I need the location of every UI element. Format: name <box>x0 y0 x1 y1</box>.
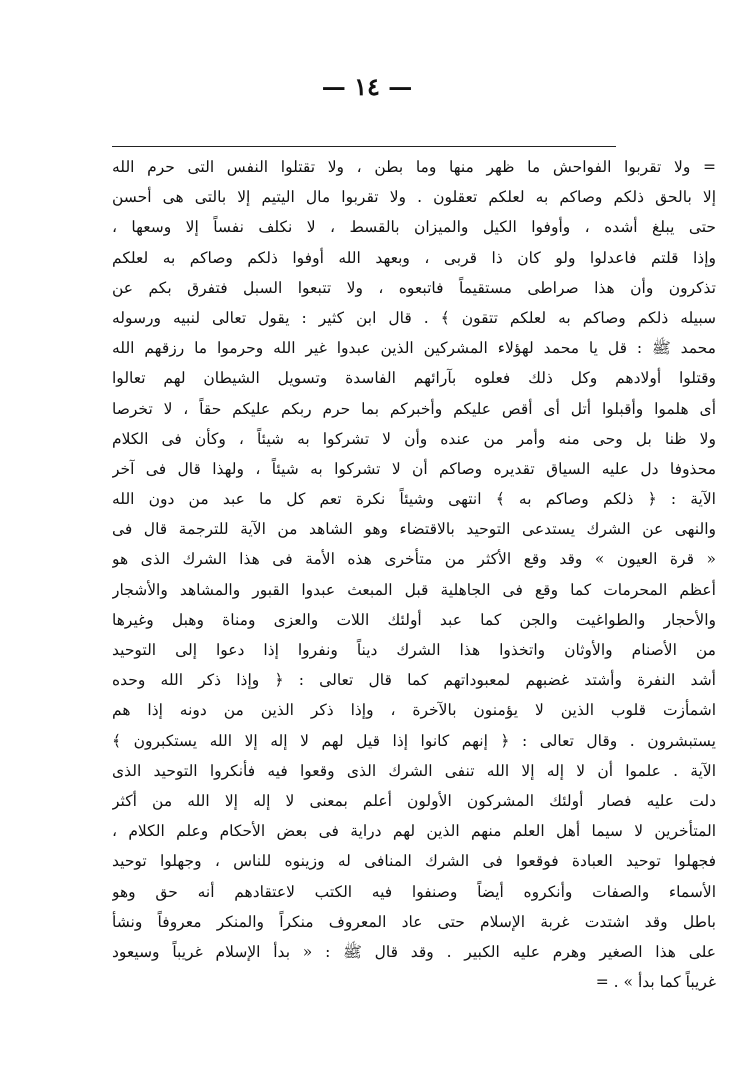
page-number: — ١٤ — <box>321 72 413 101</box>
text-line: = ولا تقربوا الفواحش ما ظهر منها وما بطن ، ولا تقتلوا النفس التى حرم الله <box>112 158 716 176</box>
text-line: والأحجار والطواغيت والجن كما عبد أولئك اللات والعزى ومناة وهبل وغيرها <box>112 610 716 629</box>
text-line: والنهى عن الشرك يستدعى التوحيد بالاقتضاء وهو الشاهد من الآية للترجمة قال فى <box>112 520 716 539</box>
header-rule <box>112 146 616 147</box>
text-line: ولا ظنا بل وحى منه وأمر من عنده وأن لا تشركوا به شيئاً ، وكأن فى الكلام <box>112 429 716 448</box>
text-line: حتى يبلغ أشده ، وأوفوا الكيل والميزان بالقسط ، لا نكلف نفساً إلا وسعها ، <box>112 218 716 237</box>
text-line: « قرة العيون » وقد وقع الأكثر من متأخرى هذه الأمة فى هذا الشرك الذى هو <box>112 550 716 569</box>
text-line: الآية : ﴿ ذلكم وصاكم به ﴾ انتهى وشيئاً نكرة تعم كل ما عبد من دون الله <box>112 490 716 509</box>
text-line: أشد النفرة وأشتد غضبهم لمعبوداتهم كما قال تعالى : ﴿ وإذا ذكر الله وحده <box>112 671 716 690</box>
text-line: إلا بالحق ذلكم وصاكم به لعلكم تعقلون . ولا تقربوا مال اليتيم إلا بالتى هى أحسن <box>112 188 716 207</box>
text-line: من الأصنام والأوثان واتخذوا هذا الشرك ديناً ونفروا إذا دعوا إلى التوحيد <box>112 641 716 659</box>
text-line: وقتلوا أولادهم وكل ذلك فعلوه بآرائهم الفاسدة وتسويل الشيطان لهم تعالوا <box>112 369 716 388</box>
text-line: وإذا قلتم فاعدلوا ولو كان ذا قربى ، وبعهد الله أوفوا ذلكم وصاكم به لعلكم <box>112 248 716 267</box>
text-line: فجهلوا توحيد العبادة فوقعوا فى الشرك المنافى له وزينوه للناس ، وجهلوا توحيد <box>112 852 716 871</box>
text-line: دلت عليه فصار أولئك المشركون الأولون أعلم بمعنى لا إله إلا الله من أكثر <box>112 791 716 810</box>
text-line: تذكرون وأن هذا صراطى مستقيماً فاتبعوه ، ولا تتبعوا السبل فتفرق بكم عن <box>112 278 716 297</box>
text-line: أى هلموا وأقبلوا أتل أى أقص عليكم وأخبركم بما حرم ربكم عليكم حقاً ، لا تخرصا <box>112 399 716 418</box>
text-line: غريباً كما بدأ » . = <box>595 973 716 992</box>
text-line: اشمأزت قلوب الذين لا يؤمنون بالآخرة ، وإذا ذكر الذين من دونه إذا هم <box>112 701 716 720</box>
text-line: أعظم المحرمات كما وقع فى الجاهلية قبل المبعث عبدوا القبور والمشاهد والأشجار <box>112 580 716 599</box>
text-line: باطل وقد اشتدت غربة الإسلام حتى عاد المعروف منكراً والمنكر معروفاً ونشأ <box>112 912 716 931</box>
text-line: سبيله ذلكم وصاكم به لعلكم تتقون ﴾ . قال ابن كثير : يقول تعالى لنبيه ورسوله <box>112 308 716 327</box>
text-line: محمد ﷺ : قل يا محمد لهؤلاء المشركين الذين عبدوا غير الله وحرموا ما رزقهم الله <box>112 339 716 358</box>
text-line: على هذا الصغير وهرم عليه الكبير . وقد قال ﷺ : « بدأ الإسلام غريباً وسيعود <box>112 942 716 961</box>
text-line: الأسماء والصفات وأنكروه أيضاً وصنفوا فيه الكتب لاعتقادهم أنه حق وهو <box>112 882 716 901</box>
text-line: المتأخرين لا سيما أهل العلم منهم الذين لهم دراية فى بعض الأحكام وعلم الكلام ، <box>112 822 716 841</box>
text-line: يستبشرون . وقال تعالى : ﴿ إنهم كانوا إذا قيل لهم لا إله إلا الله يستكبرون ﴾ <box>112 731 716 750</box>
text-line: محذوفا دل عليه السياق تقديره وصاكم أن لا تشركوا به شيئاً ، ولهذا قال فى آخر <box>112 459 716 478</box>
text-line: الآية . علموا أن لا إله إلا الله تنفى الشرك الذى وقعوا فيه فأنكروا التوحيد الذى <box>112 761 716 780</box>
body-text <box>112 152 716 997</box>
